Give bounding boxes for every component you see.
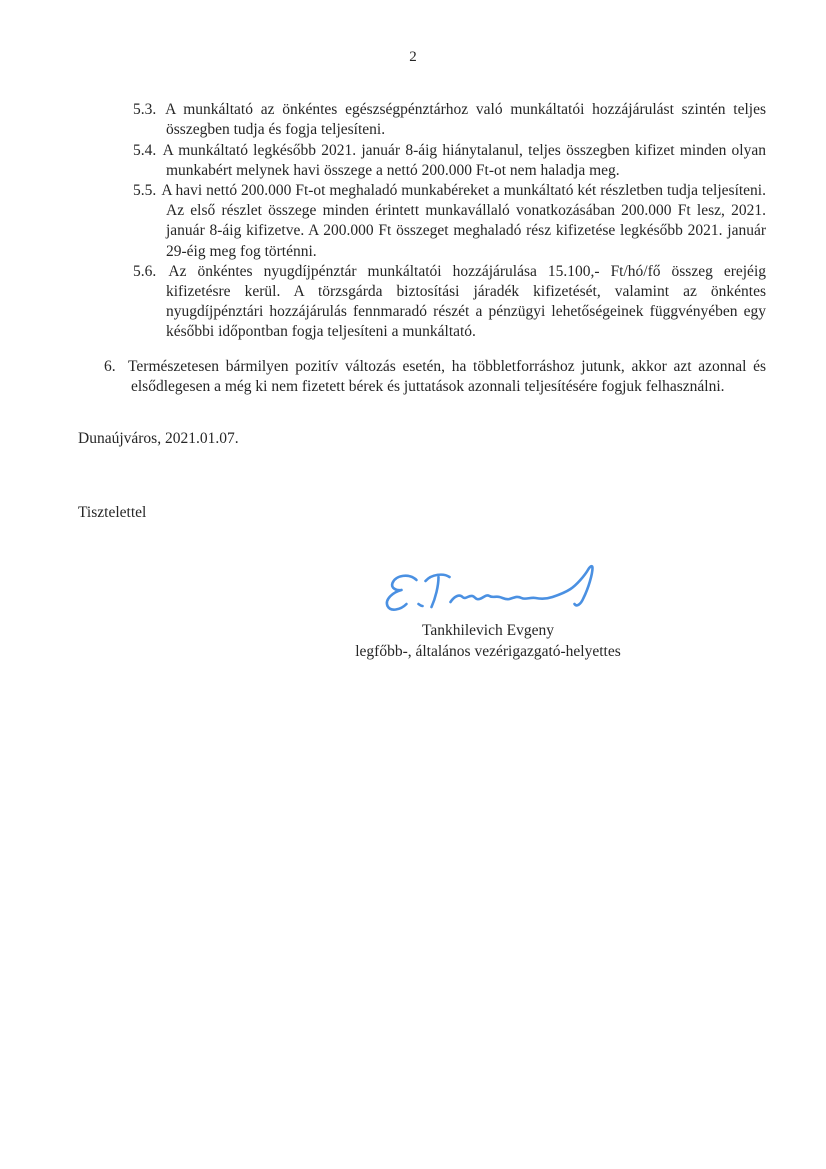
document-body: [86, 100, 766, 397]
signature-stroke: [386, 567, 592, 610]
list-item-text: A havi nettó 200.000 Ft-ot meghaladó munkabéreket a munkáltató két részletben tudja teljesíteni. Az első részlet összege minden érintett munkavállaló vonatkozásában 200.000 Ft lesz, 2021. január 8-áig kifizetve. A 200.000 Ft összeget meghaladó rész kifizetése legkésőbb 2021. január 29-éig meg fog történni.: [161, 182, 766, 260]
list-item-number: 5.6.: [133, 262, 157, 280]
list-item-text: Természetesen bármilyen pozitív változás esetén, ha többletforráshoz jutunk, akkor azt azonnal és elsődlegesen a még ki nem fizetett bérek és juttatások azonnali teljesítésére fogjuk felhasználni.: [128, 357, 766, 395]
signatory-name: Tankhilevich Evgeny: [422, 622, 554, 640]
list-item-5-4: [86, 141, 766, 181]
page-number: 2: [409, 49, 417, 65]
list-item-5-3: [86, 100, 766, 140]
signatory-title: legfőbb-, általános vezérigazgató-helyettes: [355, 642, 621, 660]
signature-image: [376, 564, 601, 614]
list-item-6: [86, 357, 766, 397]
list-item-number: 5.4.: [133, 141, 157, 159]
list-item-text: Az önkéntes nyugdíjpénztár munkáltatói hozzájárulása 15.100,- Ft/hó/fő összeg erejéig kifizetésre kerül. A törzsgárda biztosítási járadék kifizetését, valamint az önkéntes nyugdíjpénztári hozzájárulás fennmaradó részét a pénzügyi lehetőségeinek függvényében egy későbbi időpontban fogja teljesíteni a munkáltató.: [166, 262, 766, 341]
signature-block: [288, 564, 688, 661]
closing-salutation: Tisztelettel: [78, 504, 147, 522]
numbered-sublist: [86, 100, 766, 342]
list-item-number: 5.5.: [133, 182, 157, 200]
list-item-number: 5.3.: [133, 101, 157, 119]
dateline: Dunaújváros, 2021.01.07.: [78, 430, 239, 448]
list-item-5-5: [86, 181, 766, 262]
list-item-number: 6.: [104, 357, 116, 375]
list-item-text: A munkáltató legkésőbb 2021. január 8-áig hiánytalanul, teljes összegben kifizet minden olyan munkabért melynek havi összege a nettó 200.000 Ft-ot nem haladja meg.: [162, 141, 766, 179]
list-item-text: A munkáltató az önkéntes egészségpénztárhoz való munkáltatói hozzájárulást szintén teljes összegben tudja és fogja teljesíteni.: [165, 101, 766, 139]
list-item-5-6: [86, 262, 766, 343]
